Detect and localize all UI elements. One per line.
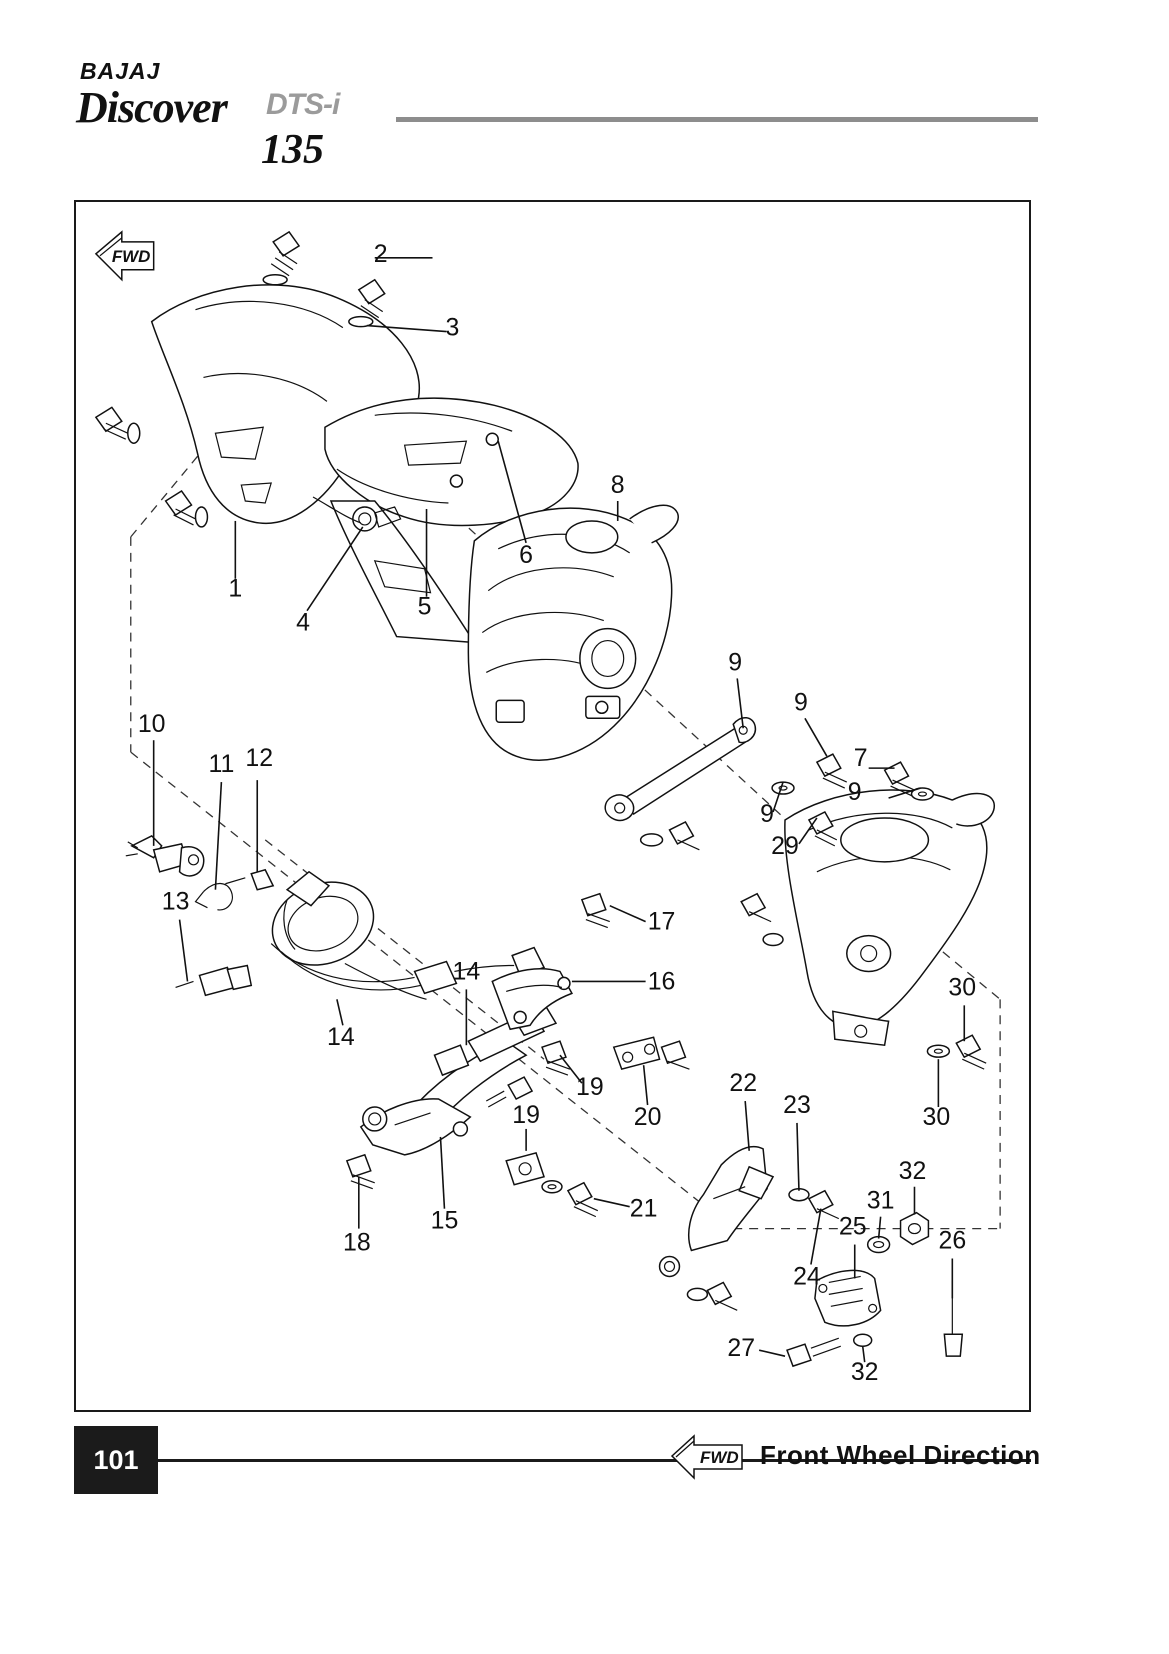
callout-9b: 9 [760,799,775,828]
callout-1: 1 [228,574,243,603]
leader-22 [644,1065,648,1105]
header-divider [396,117,1038,122]
part-support-bracket [361,1099,471,1155]
fastener-screw-under-rod [641,822,700,850]
leader-10 [805,718,827,756]
callout-26: 24 [793,1262,821,1291]
callout-17: 15 [430,1206,459,1235]
callout-19a: 17 [647,907,676,936]
fwd-marker-label: FWD [111,246,151,266]
callout-3: 3 [445,313,460,342]
brand-logo [76,58,456,173]
fwd-marker-icon [96,232,154,280]
brand-model: Discover [76,83,227,132]
fastener-screw-30b [956,1035,986,1069]
brand-name: BAJAJ [80,58,161,84]
fastener-washer-9c [542,1181,562,1193]
fastener-screw-28 [944,1280,962,1356]
part-bulb-clip [195,883,232,909]
brand-displacement: 135 [261,127,324,173]
callout-9a: 9 [847,778,862,807]
fastener-washer-mid-right [741,894,783,946]
fastener-screw-19b [347,1155,375,1189]
callout-28: 26 [938,1226,967,1255]
part-stay-bracket [492,969,572,1030]
leader-24 [745,1101,749,1151]
part-connector-a [225,870,273,890]
callout-18: 16 [647,967,676,996]
callout-25: 23 [783,1090,811,1119]
leader-26 [811,1209,821,1265]
callout-27: 25 [838,1212,867,1241]
callout-7: 7 [853,744,868,773]
fastener-screw-29 [787,1338,841,1366]
footer-fwd-label: FWD [700,1448,739,1467]
fastener-screw-3 [349,280,385,327]
callout-15: 14 [327,1023,355,1052]
leader-25 [797,1123,799,1191]
callout-4: 4 [296,608,310,637]
fastener-screw-22 [662,1041,690,1069]
part-mounting-plate [815,1270,881,1325]
leader-15 [337,999,343,1025]
callout-23: 21 [629,1194,658,1223]
fastener-screw-left-b [166,491,208,527]
leader-23 [594,1199,630,1207]
part-angle-bracket [614,1037,660,1069]
callout-2: 2 [373,239,388,268]
leader-29 [759,1350,785,1356]
diagram-frame [74,200,1031,1412]
callout-14a: 12 [245,744,274,773]
callout-33: 32 [898,1156,927,1185]
callout-30b: 30 [948,973,977,1002]
part-headlamp-bulb [126,836,204,876]
part-bracket-rod [605,718,755,821]
callout-19b: 18 [342,1228,371,1257]
callout-32b: 32 [850,1358,879,1387]
fastener-screw-left-a [96,407,140,443]
leader-19a [610,906,646,922]
fastener-screw-23 [568,1183,598,1217]
leader-4 [307,527,363,611]
footer-fwd-icon [668,1424,748,1486]
leader-17 [440,1137,444,1209]
part-small-plate [506,1153,544,1185]
fastener-nut-33 [901,1213,929,1245]
fastener-screw-10 [817,754,847,788]
leader-13 [215,782,221,890]
callout-14b: 13 [161,887,190,916]
callout-16: 14 [452,957,481,986]
callout-31: 30 [922,1102,951,1131]
callout-32a: 31 [866,1186,895,1215]
part-clamp-bracket [660,1147,774,1277]
callout-8: 8 [610,471,625,500]
brand-dtsi: DTS-i [266,88,340,121]
exploded-parts-diagram [76,202,1029,1410]
footer-caption: Front Wheel Direction [760,1440,1041,1470]
fastener-screw-below-clamp [687,1282,737,1310]
callout-10: 9 [794,688,808,717]
leader-32a [879,1217,881,1239]
callout-20: 19 [576,1073,604,1102]
part-headlamp-housing [468,505,678,760]
leader-14b [180,920,188,982]
callout-12: 10 [137,710,166,739]
callout-13: 11 [208,750,235,779]
fastener-screw-19a [582,894,610,928]
callout-5: 5 [417,592,432,621]
fastener-screw-20 [542,1041,570,1075]
callout-24: 22 [729,1069,758,1098]
fastener-screw-27-lower [854,1334,872,1346]
page-number: 101 [74,1426,158,1494]
fastener-screw-25 [789,1189,839,1219]
callout-6: 6 [519,540,534,569]
fastener-nut-32a [868,1237,890,1253]
fastener-screw-2 [263,232,299,285]
callout-22: 20 [633,1102,662,1131]
callout-21: 19 [512,1100,540,1129]
callout-11: 9 [728,648,743,677]
fastener-washer-31 [927,1045,949,1057]
callout-30a: 29 [771,831,799,860]
callout-29: 27 [727,1334,756,1363]
